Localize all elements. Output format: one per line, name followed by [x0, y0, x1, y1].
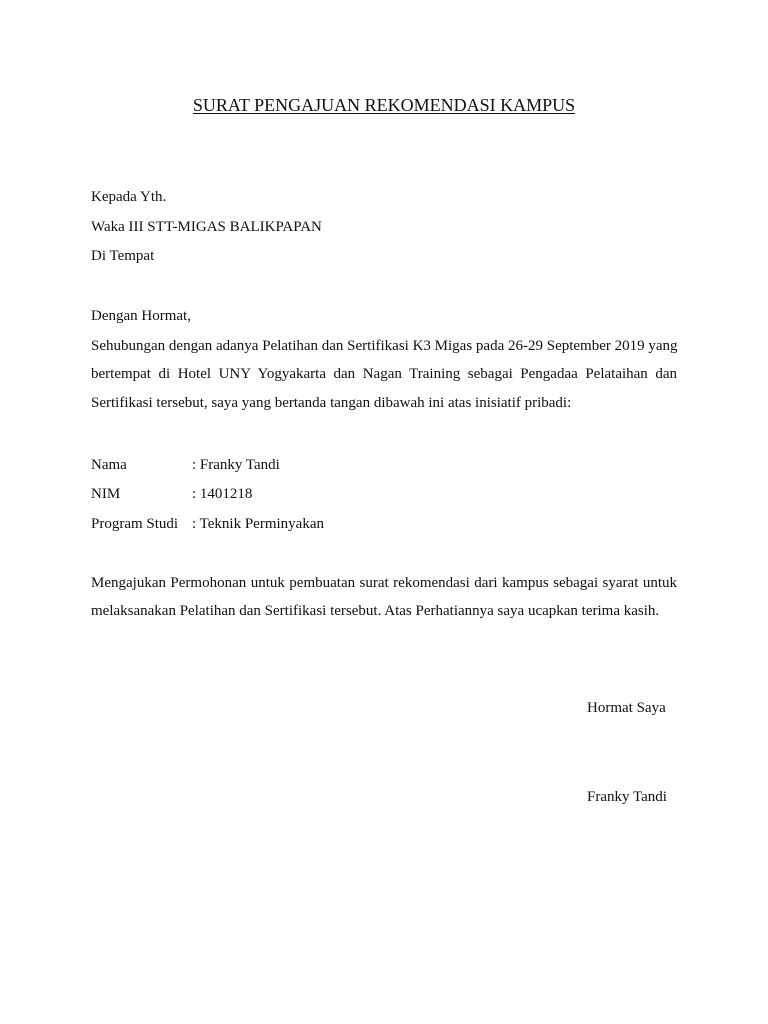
- closing-phrase: Hormat Saya: [587, 700, 666, 716]
- identity-value: : 1401218: [192, 486, 253, 502]
- intro-paragraph-line-1: Sehubungan dengan adanya Pelatihan dan Sertifikasi K3 Migas pada 26-29 September 2019 yang: [91, 338, 678, 354]
- identity-value: : Franky Tandi: [192, 457, 280, 473]
- intro-paragraph-line-2: bertempat di Hotel UNY Yogyakarta dan Nagan Training sebagai Pengadaa Pelataihan dan: [91, 366, 677, 382]
- identity-label: Program Studi: [91, 516, 179, 532]
- identity-label: NIM: [91, 486, 121, 502]
- recipient-line-place: Di Tempat: [91, 248, 155, 264]
- signatory-name: Franky Tandi: [587, 789, 667, 805]
- recipient-line-addressee: Kepada Yth.: [91, 189, 167, 205]
- identity-row-name: [91, 455, 280, 475]
- identity-value: : Teknik Perminyakan: [192, 516, 324, 532]
- letter-title: SURAT PENGAJUAN REKOMENDASI KAMPUS: [192, 95, 576, 115]
- intro-paragraph-line-3: Sertifikasi tersebut, saya yang bertanda tangan dibawah ini atas inisiatif pribadi:: [91, 395, 572, 411]
- identity-row-program: [91, 514, 324, 534]
- salutation: Dengan Hormat,: [91, 308, 191, 324]
- request-paragraph-line-1: Mengajukan Permohonan untuk pembuatan surat rekomendasi dari kampus sebagai syarat untuk: [91, 575, 677, 591]
- identity-label: Nama: [91, 457, 127, 473]
- request-paragraph-line-2: melaksanakan Pelatihan dan Sertifikasi tersebut. Atas Perhatiannya saya ucapkan terima kasih.: [91, 603, 660, 619]
- identity-row-nim: [91, 484, 252, 504]
- recipient-line-office: Waka III STT-MIGAS BALIKPAPAN: [91, 219, 322, 235]
